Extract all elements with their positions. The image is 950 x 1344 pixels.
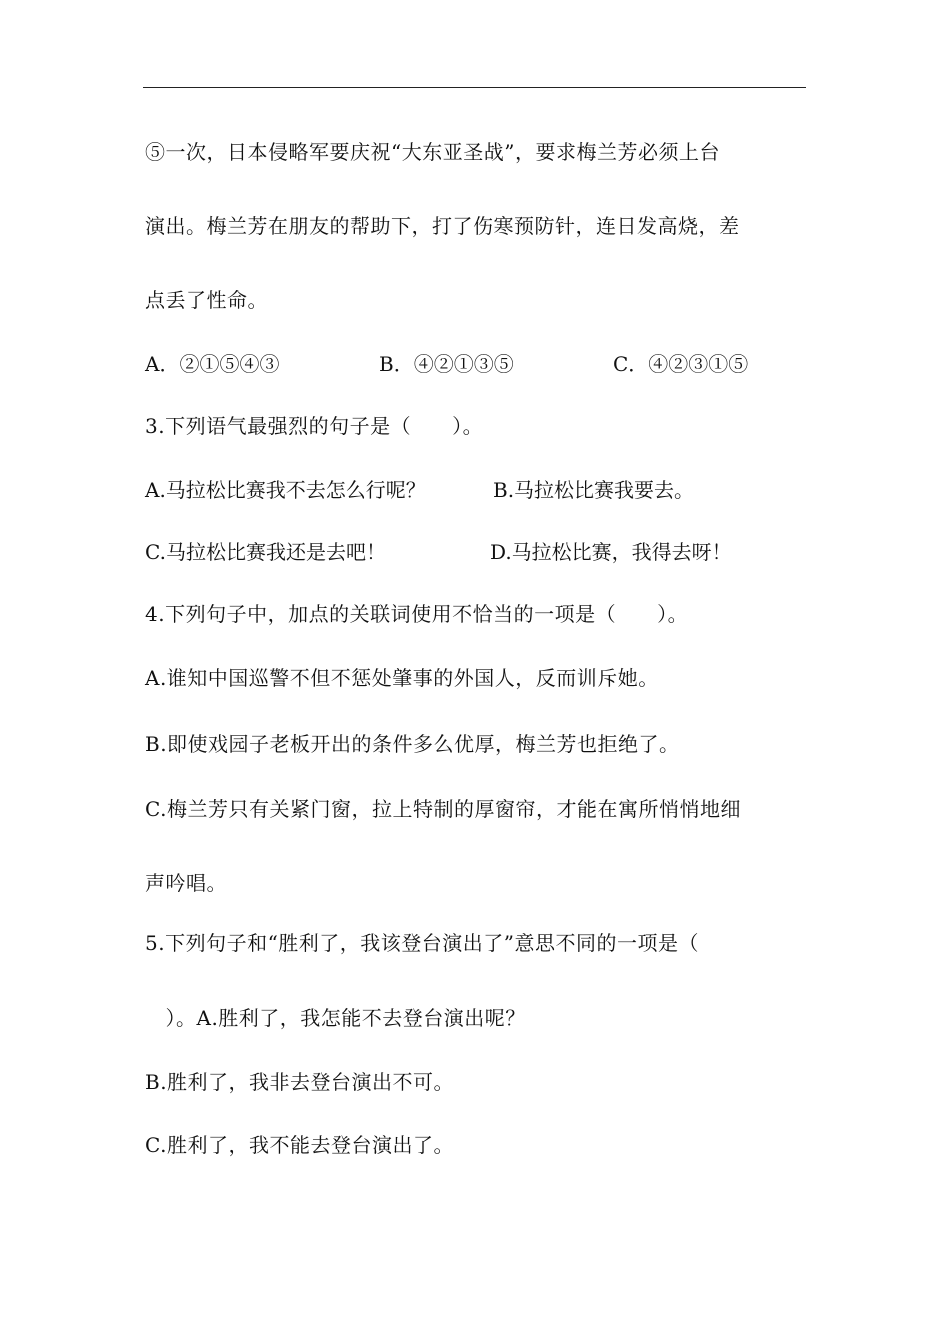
- q4-option-a: A.谁知中国巡警不但不惩处肇事的外国人，反而训斥她。: [145, 666, 659, 690]
- q3-stem: 3.下列语气最强烈的句子是（ ）。: [145, 414, 484, 438]
- q2-option-c: C．④②③①⑤: [613, 352, 749, 376]
- q2-option-a: A．②①⑤④③: [145, 352, 280, 376]
- q5-option-b: B.胜利了，我非去登台演出不可。: [145, 1070, 455, 1094]
- passage-line-2: 演出。梅兰芳在朋友的帮助下，打了伤寒预防针，连日发高烧，差: [145, 214, 740, 238]
- header-rule: [143, 87, 806, 88]
- q3-option-d: D.马拉松比赛，我得去呀！: [490, 540, 732, 564]
- q2-option-b: B．④②①③⑤: [379, 352, 514, 376]
- passage-line-1: ⑤一次，日本侵略军要庆祝“大东亚圣战”，要求梅兰芳必须上台: [145, 140, 720, 164]
- q3-option-c: C.马拉松比赛我还是去吧！: [145, 540, 386, 564]
- q4-option-c-line-2: 声吟唱。: [145, 871, 227, 895]
- q5-stem-line-1: 5.下列句子和“胜利了，我该登台演出了”意思不同的一项是（: [145, 931, 700, 955]
- q4-option-b: B.即使戏园子老板开出的条件多么优厚，梅兰芳也拒绝了。: [145, 732, 680, 756]
- q3-option-a: A.马拉松比赛我不去怎么行呢？: [145, 478, 426, 502]
- q4-stem: 4.下列句子中，加点的关联词使用不恰当的一项是（ ）。: [145, 602, 689, 626]
- q5-option-c: C.胜利了，我不能去登台演出了。: [145, 1133, 454, 1157]
- q5-stem-line-2: ）。A.胜利了，我怎能不去登台演出呢？: [145, 1006, 526, 1030]
- passage-line-3: 点丢了性命。: [145, 288, 268, 312]
- q4-option-c-line-1: C.梅兰芳只有关紧门窗，拉上特制的厚窗帘，才能在寓所悄悄地细: [145, 797, 741, 821]
- q3-option-b: B.马拉松比赛我要去。: [493, 478, 695, 502]
